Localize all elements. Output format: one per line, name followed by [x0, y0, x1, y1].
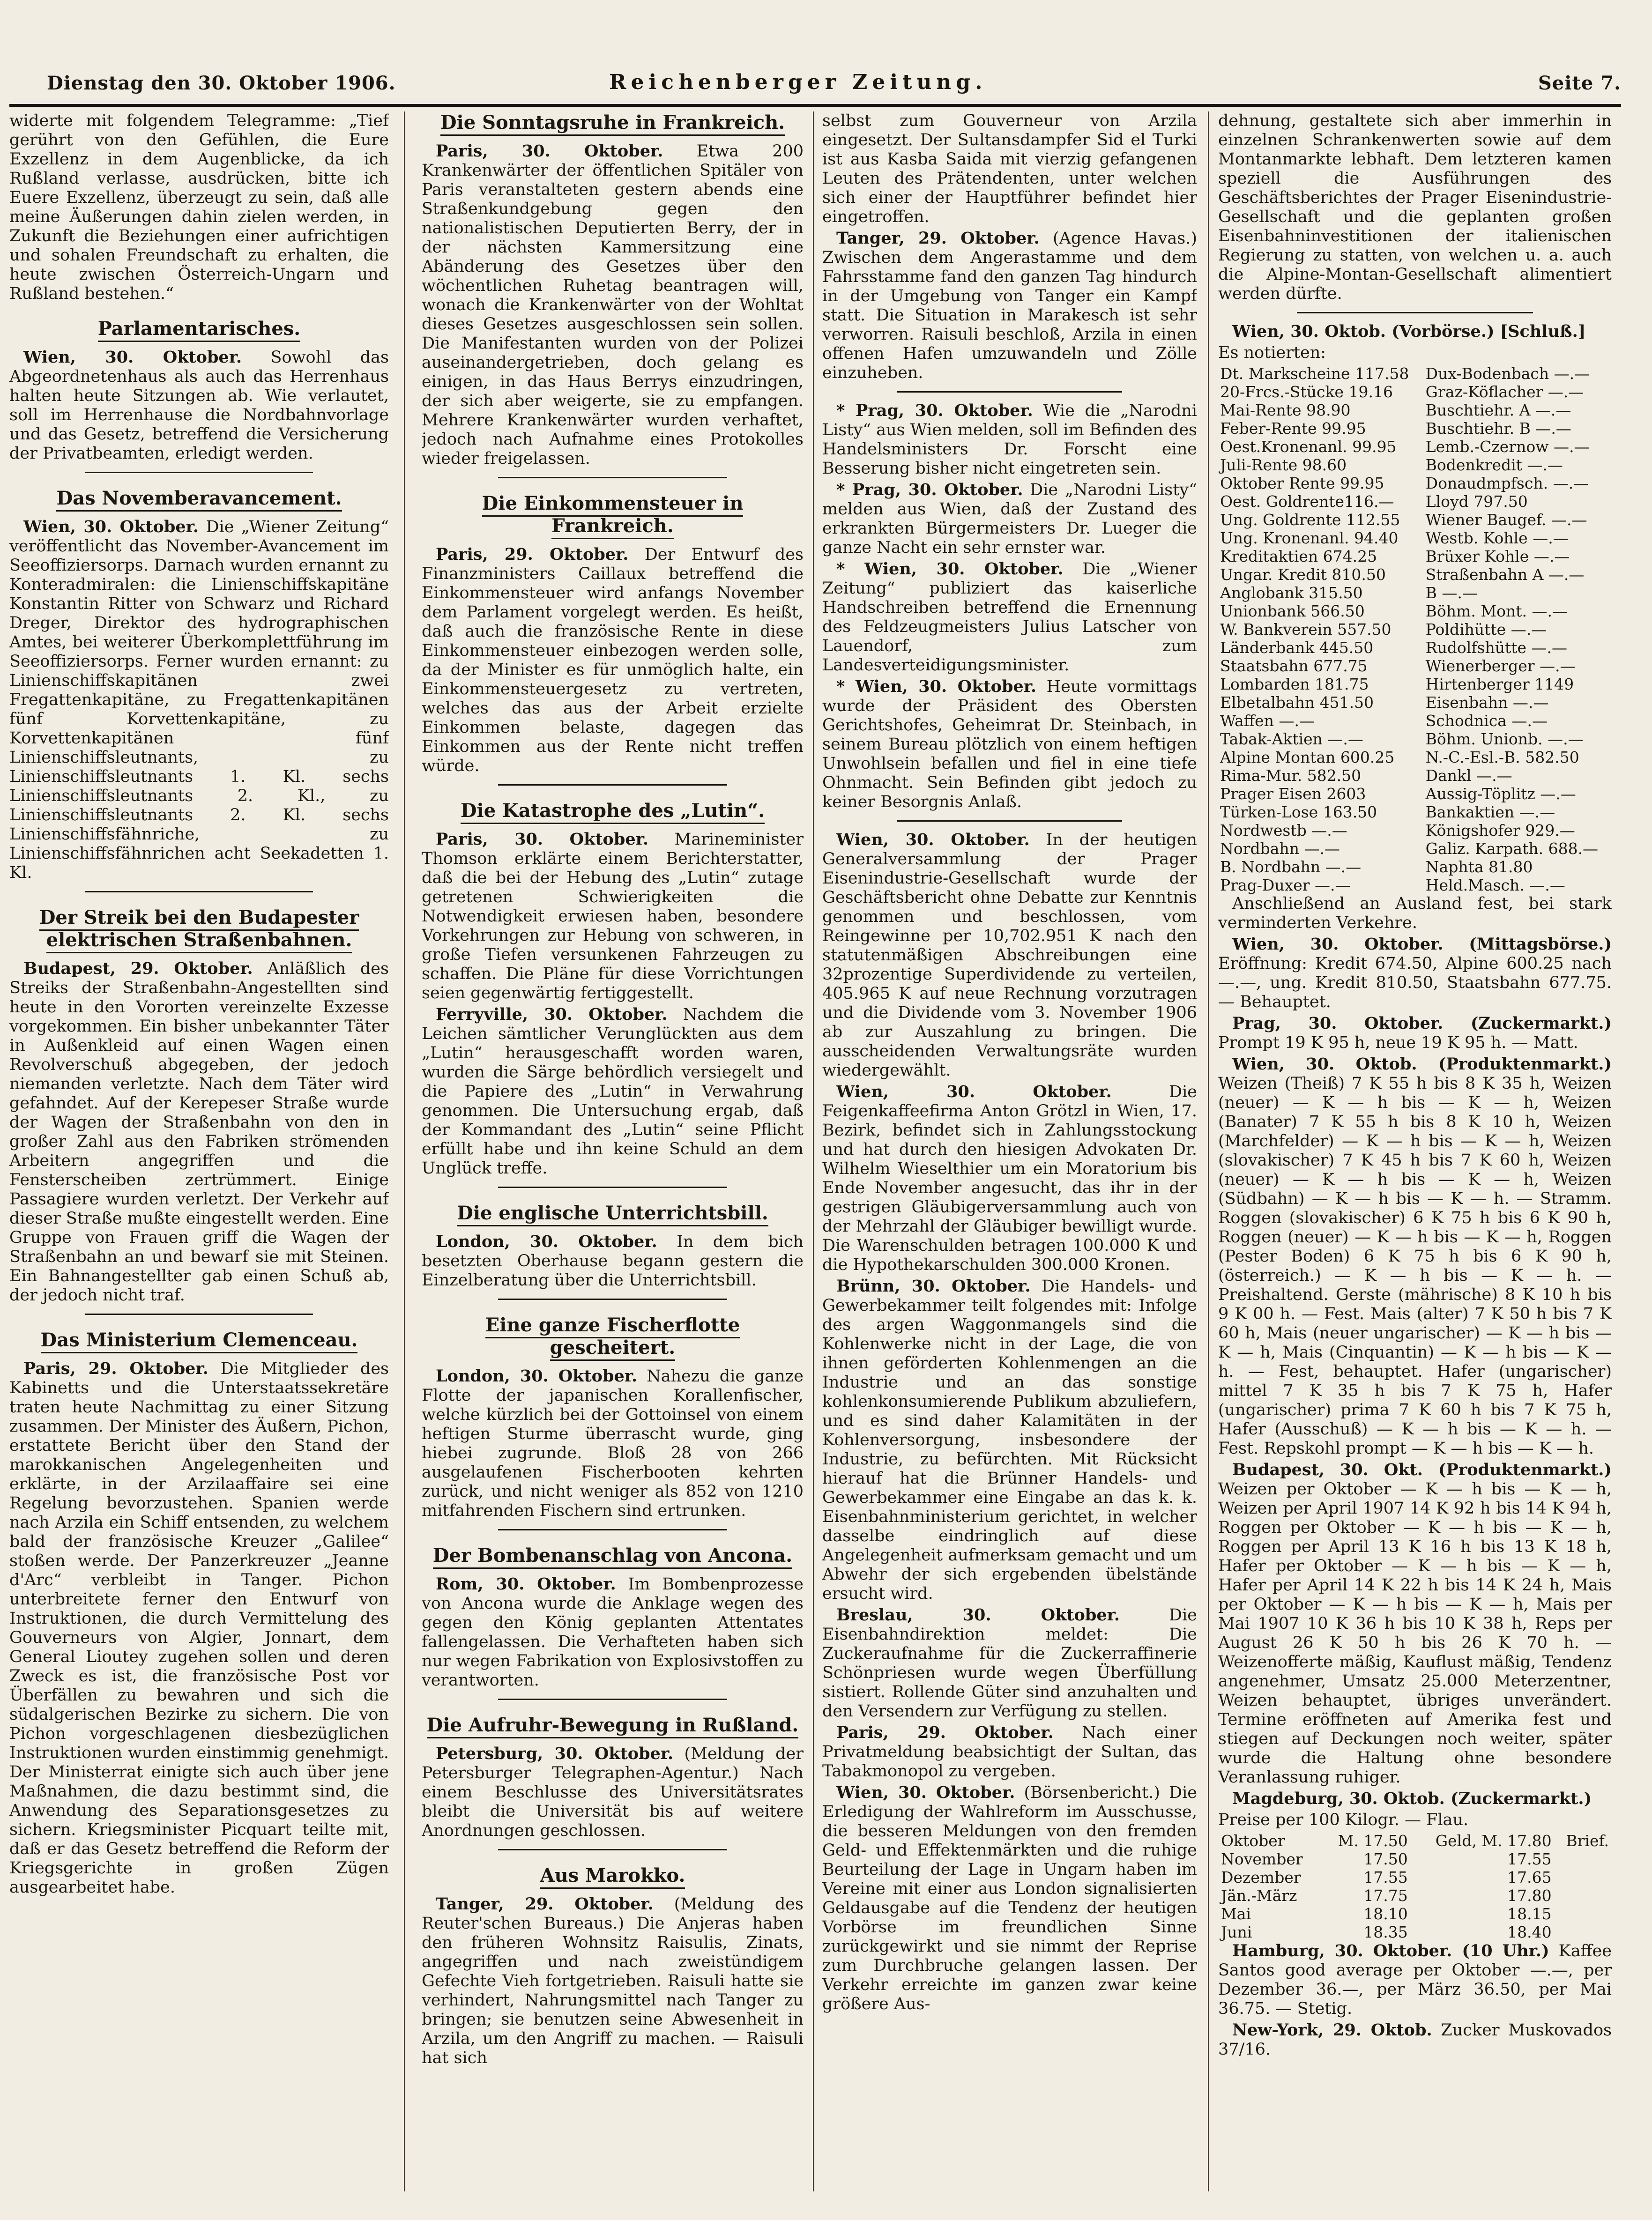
quote-row	[1218, 876, 1612, 894]
header-rule	[9, 104, 1621, 107]
column-2	[422, 111, 804, 2191]
quote-row	[1218, 456, 1612, 474]
header-paper-title: Reichenberger Zeitung.	[609, 70, 987, 94]
headline-aufruhr: Die Aufruhr-Bewegung in Rußland.	[422, 1714, 804, 1737]
separator	[498, 477, 727, 478]
quote-cell: Held.Masch. —.—	[1425, 876, 1565, 894]
quote-row	[1218, 602, 1612, 620]
quote-cell: Straßenbahn A —.—	[1425, 565, 1585, 584]
article-continuation: widerte mit folgendem Telegramme: „Tief gerührt von den Gefühlen, die Eure Exzellenz in dem Augenblicke, da ich Rußland verlasse, ausdrücken, bitte ich Euere Exzellenz, überzeugt zu sein, daß alle meine Äußerungen dahin zielen werden, in Zukunft die Beziehungen einer aufrichtigen und sohalen Freundschaft zu erhalten, die heute zwischen Österreich-Ungarn und Rußland bestehen.“	[9, 111, 389, 303]
quote-row	[1218, 748, 1612, 766]
quote-cell: Wiener Baugef. —.—	[1425, 511, 1587, 529]
column-3	[822, 111, 1197, 2191]
quote-cell: Buschtiehr. B —.—	[1425, 419, 1571, 438]
quote-row	[1218, 730, 1612, 748]
quote-cell: Länderbank 445.50	[1220, 639, 1374, 657]
economy-item: Wien, 30. Oktober. (Börsenbericht.) Die Erledigung der Wahlreform im Ausschusse, die besseren Meldungen von den fremden Geld- und Effektenmärkten und die ruhige Beurteilung der Lage in Ungarn haben im Vereine mit einer aus London signalisierten Geldausgabe auf die Tendenz der heutigen Vorbörse im freundlichen Sinne zurückgewirkt und sie nimmt der Reprise zum Durchbruche gelangen lassen. Der Verkehr erreichte im ganzen zwar keine größere Aus-	[822, 1783, 1197, 2013]
quote-row	[1218, 693, 1612, 712]
quote-cell: Waffen —.—	[1220, 712, 1315, 730]
quote-cell: Wienerberger —.—	[1425, 657, 1576, 675]
sugar-cell: 18.15	[1507, 1905, 1552, 1923]
quote-row	[1218, 529, 1612, 547]
quote-cell: Dux-Bodenbach —.—	[1425, 364, 1590, 383]
sugar-cell: Juni	[1221, 1923, 1252, 1941]
quote-row	[1218, 511, 1612, 529]
quote-cell: Galiz. Karpath. 688.—	[1425, 839, 1599, 858]
quote-cell: Hirtenberger 1149	[1425, 675, 1574, 693]
quote-row	[1218, 401, 1612, 419]
quote-row	[1218, 839, 1612, 858]
quote-row	[1218, 858, 1612, 876]
sugar-cell	[1555, 1923, 1612, 1941]
quote-row	[1218, 639, 1612, 657]
quote-cell: Nordbahn —.—	[1220, 839, 1340, 858]
quote-cell: Unionbank 566.50	[1220, 602, 1365, 620]
article-bombenanschlag: Rom, 30. Oktober. Im Bombenprozesse von Ancona wurde die Anklage wegen des gegen den König geplanten Attentates fallengelassen. Die Verhafteten haben sich nur wegen Fabrikation von Explosivstoffen zu verantworten.	[422, 1574, 804, 1690]
sugar-cell: 17.55	[1363, 1868, 1408, 1886]
headline-novemberavancement: Das Novemberavancement.	[9, 487, 389, 510]
headline-streik: Der Streik bei den Budapester elektrischen Straßenbahnen.	[9, 906, 389, 951]
sugar-row	[1218, 1832, 1612, 1850]
column-4	[1218, 111, 1612, 2191]
news-item: * Wien, 30. Oktober. Die „Wiener Zeitung“ publiziert das kaiserliche Handschreiben betreffend die Ernennung des Feldzeugmeisters Julius Latscher von Lauendorf, zum Landesverteidigungsminister.	[822, 559, 1197, 675]
economy-item: Breslau, 30. Oktober. Die Eisenbahndirektion meldet: Die Zuckeraufnahme für die Zuckerraffinerie Schönpriesen wurde wegen Überfüllung sistiert. Rollende Güter sind anzuhalten und den Versendern zur Verfügung zu stellen.	[822, 1605, 1197, 1721]
separator	[897, 820, 1122, 822]
separator	[1297, 312, 1533, 313]
economy-item: Paris, 29. Oktober. Nach einer Privatmeldung beabsichtigt der Sultan, das Tabakmonopol zu vergeben.	[822, 1723, 1197, 1781]
sugar-cell: 18.35	[1363, 1923, 1408, 1941]
article-fischerflotte: London, 30. Oktober. Nahezu die ganze Flotte der japanischen Korallenfischer, welche kürzlich bei der Gottoinsel von einem heftigen Sturme überrascht wurde, ging hiebei zugrunde. Bloß 28 von 266 ausgelaufenen Fischerbooten kehrten zurück, und nicht weniger als 852 von 1210 mitfahrenden Fischern sind ertrunken.	[422, 1366, 804, 1520]
news-item: * Prag, 30. Oktober. Wie die „Narodni Listy“ aus Wien melden, soll im Befinden des Handelsministers Dr. Forscht eine Besserung bisher nicht eingetreten sein.	[822, 401, 1197, 478]
quote-cell: Nordwestb —.—	[1220, 821, 1347, 839]
header-page-number: Seite 7.	[1538, 72, 1621, 94]
quote-cell: B. Nordbahn —.—	[1220, 858, 1362, 876]
quote-cell: Oktober Rente 99.95	[1220, 474, 1384, 492]
quote-cell: Naphta 81.80	[1425, 858, 1533, 876]
article-marokko: Tanger, 29. Oktober. (Meldung des Reuter'schen Bureaus.) Die Anjeras haben den früheren Wohnsitz Raisulis, Zinats, angegriffen und nach zweistündigem Gefechte Vieh fortgetrieben. Raisuli hatte sie verhindert, Nahrungsmittel nach Tanger zu bringen; sie benutzen seine Abwesenheit in Arzila, um den Angriff zu machen. — Raisuli hat sich	[422, 1894, 804, 2067]
sugar-cell: Geld, M. 17.80	[1435, 1832, 1552, 1850]
headline-lutin: Die Katastrophe des „Lutin“.	[422, 800, 804, 822]
quote-cell: Aussig-Töplitz —.—	[1425, 785, 1576, 803]
article-continuation: selbst zum Gouverneur von Arzila eingesetzt. Der Sultansdampfer Sid el Turki ist aus Kasba Saida mit vierzig gefangenen Leuten des Prätendenten, unter welchen sich einer der Hauptführer befindet hier eingetroffen.	[822, 111, 1197, 226]
quote-cell: Oest. Goldrente116.—	[1220, 492, 1394, 511]
quote-row	[1218, 821, 1612, 839]
quote-cell: W. Bankverein 557.50	[1220, 620, 1392, 639]
quote-row	[1218, 419, 1612, 438]
quote-cell: Westb. Kohle —.—	[1425, 529, 1569, 547]
quote-cell: Graz-Köflacher —.—	[1425, 383, 1584, 401]
quote-row	[1218, 803, 1612, 821]
market-report: New-York, 29. Oktob. Zucker Muskovados 37/16.	[1218, 2020, 1612, 2059]
sugar-cell: Oktober	[1221, 1832, 1285, 1850]
article-continuation: dehnung, gestaltete sich aber immerhin in einzelnen Schrankenwerten sowie auf dem Montanmarkte lebhaft. Dem letzteren kamen speziell die Ausführungen des Geschäftsberichtes der Prager Eisenindustrie-Gesellschaft und die geplanten großen Eisenbahninvestitionen der italienischen Regierung zu statten, von welchen u. a. auch die Alpine-Montan-Gesellschaft alimentiert werden dürfte.	[1218, 111, 1612, 303]
quote-row	[1218, 383, 1612, 401]
economy-item: Wien, 30. Oktober. In der heutigen Generalversammlung der Prager Eisenindustrie-Gesellschaft wurde der Geschäftsbericht ohne Debatte zur Kenntnis genommen und beschlossen, vom Reingewinne per 10,702.951 K nach den statutenmäßigen Abschreibungen eine 32prozentige Superdividende zu verteilen, 405.965 K auf neue Rechnung vorzutragen und die Dividende vom 3. November 1906 ab zur Auszahlung zu bringen. Die ausscheidenden Verwaltungsräte wurden wiedergewählt.	[822, 830, 1197, 1080]
separator	[498, 1299, 727, 1300]
quote-cell: Türken-Lose 163.50	[1220, 803, 1377, 821]
quote-cell: Ung. Kronenanl. 94.40	[1220, 529, 1399, 547]
sugar-row	[1218, 1868, 1612, 1886]
economy-item: Wien, 30. Oktober. Die Feigenkaffeefirma Anton Grötzl in Wien, 17. Bezirk, befindet sich in Zahlungsstockung und hat durch den hiesigen Advokaten Dr. Wilhelm Wieselthier um ein Moratorium bis Ende November angesucht, das ihr in der gestrigen Gläubigerversammlung auch von der Mehrzahl der Gläubiger bewilligt wurde. Die Warenschulden betragen 100.000 K und die Hypothekarschulden 300.000 Kronen.	[822, 1082, 1197, 1274]
quote-cell: Buschtiehr. A —.—	[1425, 401, 1571, 419]
sugar-cell	[1555, 1886, 1612, 1905]
quote-row	[1218, 565, 1612, 584]
sugar-row	[1218, 1850, 1612, 1868]
quote-row	[1218, 657, 1612, 675]
sugar-row	[1218, 1886, 1612, 1905]
column-divider-2	[813, 111, 814, 2191]
sugar-cell: November	[1221, 1850, 1303, 1868]
quote-row	[1218, 785, 1612, 803]
quote-cell: Feber-Rente 99.95	[1220, 419, 1366, 438]
headline-bombenanschlag: Der Bombenanschlag von Ancona.	[422, 1544, 804, 1567]
market-report-subheading: Preise per 100 Kilogr. — Flau.	[1218, 1811, 1469, 1829]
quote-row	[1218, 547, 1612, 565]
article-lutin-2: Ferryville, 30. Oktober. Nachdem die Leichen sämtlicher Verunglückten aus dem „Lutin“ herausgeschafft worden waren, wurden die Särge behördlich versiegelt und die Papiere des „Lutin“ in Verwahrung genommen. Die Untersuchung ergab, daß der Kommandant des „Lutin“ seine Pflicht erfüllt habe und ihn keine Schuld an dem Unglück treffe.	[422, 1005, 804, 1178]
headline-clemenceau: Das Ministerium Clemenceau.	[9, 1329, 389, 1351]
quote-cell: 20-Frcs.-Stücke 19.16	[1220, 383, 1393, 401]
sugar-cell	[1555, 1868, 1612, 1886]
news-item: * Wien, 30. Oktober. Heute vormittags wurde der Präsident des Obersten Gerichtshofes, Geheimrat Dr. Steinbach, in seinem Bureau plötzlich von einem heftigen Unwohlsein befallen und fiel in eine tiefe Ohnmacht. Sein Befinden gibt jedoch zu keiner Besorgnis Anlaß.	[822, 677, 1197, 811]
headline-unterrichtsbill: Die englische Unterrichtsbill.	[422, 1202, 804, 1225]
article-unterrichtsbill: London, 30. Oktober. In dem bich besetzten Oberhause begann gestern die Einzelberatung über die Unterrichtsbill.	[422, 1232, 804, 1290]
sugar-cell: M. 17.50	[1338, 1832, 1408, 1850]
separator	[498, 784, 727, 786]
column-divider-1	[404, 111, 405, 2191]
article-aufruhr: Petersburg, 30. Oktober. (Meldung der Petersburger Telegraphen-Agentur.) Nach einem Beschlusse des Universitätsrates bleibt die Universität bis auf weitere Anordnungen geschlossen.	[422, 1744, 804, 1840]
quote-cell: Böhm. Unionb. —.—	[1425, 730, 1584, 748]
headline-sonntagsruhe: Die Sonntagsruhe in Frankreich.	[422, 111, 804, 134]
sugar-cell: 17.50	[1363, 1850, 1408, 1868]
headline-fischerflotte: Eine ganze Fischerflotte gescheitert.	[422, 1314, 804, 1359]
quote-row	[1218, 438, 1612, 456]
boerse-summary: Anschließend an Ausland fest, bei stark verminderten Verkehre.	[1218, 894, 1612, 932]
quote-row	[1218, 712, 1612, 730]
headline-einkommensteuer: Die Einkommensteuer in Frankreich.	[422, 492, 804, 537]
quote-cell: N.-C.-Esl.-B. 582.50	[1425, 748, 1579, 766]
quote-cell: Alpine Montan 600.25	[1220, 748, 1395, 766]
separator	[498, 1849, 727, 1850]
sugar-cell: Brief.	[1566, 1832, 1609, 1850]
quote-cell: Donaudmpfsch. —.—	[1425, 474, 1589, 492]
separator	[498, 1529, 727, 1530]
article-novemberavancement: Wien, 30. Oktober. Die „Wiener Zeitung“ veröffentlicht das November-Avancement im Seeoffiziersorps. Darnach wurden ernannt zu Konteradmiralen: die Linienschiffskapitäne Konstantin Ritter von Schwarz und Richard Dreger, Direktor des hydrographischen Amtes, bei weiterer Überkomplettführung im Seeoffiziersorps. Ferner wurden ernannt: zu Linienschiffskapitänen zwei Fregattenkapitäne, zu Fregattenkapitänen fünf Korvettenkapitäne, zu Korvettenkapitänen fünf Linienschiffsleutnants, zu Linienschiffsleutnants 1. Kl. sechs Linienschiffsleutnants 2. Kl., zu Linienschiffsleutnants 2. Kl. sechs Linienschiffsfähnriche, zu Linienschiffsfähnrichen acht Seekadetten 1. Kl.	[9, 517, 389, 882]
article-tanger: Tanger, 29. Oktober. (Agence Havas.) Zwischen dem Angerastamme und dem Fahrsstamme fand den ganzen Tag hindurch in der Umgebung von Tanger ein Kampf statt. Die Situation in Marakesch ist sehr verworren. Raisuli beschloß, Arzila in einen offenen Hafen umzuwandeln und Zölle einzuheben.	[822, 229, 1197, 382]
quote-cell: Prager Eisen 2603	[1220, 785, 1366, 803]
quote-cell: Anglobank 315.50	[1220, 584, 1363, 602]
market-report: Budapest, 30. Okt. (Produktenmarkt.) Weizen per Oktober — K — h bis — K — h, Weizen per April 1907 14 K 92 h bis 14 K 94 h, Roggen per Oktober — K — h bis — K — h, Roggen per April 13 K 16 h bis 13 K 18 h, Hafer per Oktober — K — h bis — K — h, Hafer per April 14 K 22 h bis 14 K 24 h, Mais per Oktober — K — h bis — K — h, Mais per Mai 1907 10 K 36 h bis 10 K 38 h, Reps per August 26 K 50 h bis 26 K 70 h. — Weizenofferte mäßig, Kauflust mäßig, Tendenz angenehmer, Umsatz 25.000 Meterzentner, Weizen behauptet, übriges unverändert. Termine eröffneten auf Amerika fest und stiegen auf Deckungen noch weiter, später wurde die Haltung ohne besondere Veranlassung ruhiger.	[1218, 1460, 1612, 1787]
header-date: Dienstag den 30. Oktober 1906.	[47, 72, 396, 94]
article-sonntagsruhe: Paris, 30. Oktober. Etwa 200 Krankenwärter der öffentlichen Spitäler von Paris veranstalteten gestern abends eine Straßenkundgebung gegen den nationalistischen Deputierten Berry, der in der nächsten Kammersitzung eine Abänderung des Gesetzes über den wöchentlichen Ruhetag beantragen will, wonach die Krankenwärter von der Wohltat dieses Gesetzes ausgeschlossen sein sollen. Die Manifestanten wurden von der Polizei auseinandergetrieben, doch gelang es einigen, in das Haus Berrys einzudringen, der sich aber weigerte, sie zu empfangen. Mehrere Krankenwärter wurden verhaftet, jedoch nach Aufnahme eines Protokolles wieder freigelassen.	[422, 141, 804, 468]
quote-cell: Bankaktien —.—	[1425, 803, 1555, 821]
quote-cell: Ungar. Kredit 810.50	[1220, 565, 1386, 584]
quote-cell: Dt. Markscheine 117.58	[1220, 364, 1409, 383]
market-report: Magdeburg, 30. Oktob. (Zuckermarkt.)	[1232, 1789, 1592, 1808]
news-item: * Prag, 30. Oktober. Die „Narodni Listy“ melden aus Wien, daß der Zustand des erkrankten Bürgermeisters Dr. Lueger die ganze Nacht ein sehr ernster war.	[822, 480, 1197, 557]
sugar-cell: 17.80	[1507, 1886, 1552, 1905]
article-parlamentarisches: Wien, 30. Oktober. Sowohl das Abgeordnetenhaus als auch das Herrenhaus halten heute Sitzungen ab. Wie verlautet, soll im Herrenhause die Nordbahnvorlage und das Gesetz, betreffend die Versicherung der Privatbeamten, erledigt werden.	[9, 348, 389, 463]
quote-cell: Elbetalbahn 451.50	[1220, 693, 1374, 712]
page-header	[9, 70, 1621, 98]
sugar-row	[1218, 1905, 1612, 1923]
quote-cell: Mai-Rente 98.90	[1220, 401, 1351, 419]
headline-parlamentarisches: Parlamentarisches.	[9, 318, 389, 340]
sugar-cell: 18.40	[1507, 1923, 1552, 1941]
quote-cell: Staatsbahn 677.75	[1220, 657, 1368, 675]
separator	[498, 1699, 727, 1700]
quote-cell: Kreditaktien 674.25	[1220, 547, 1377, 565]
market-report: Hamburg, 30. Oktober. (10 Uhr.) Kaffee Santos good average per Oktober —.—, per Dezember 36.—, per März 36.50, per Mai 36.75. — Stetig.	[1218, 1941, 1612, 2018]
quote-cell: Böhm. Mont. —.—	[1425, 602, 1568, 620]
sugar-cell: 17.55	[1507, 1850, 1552, 1868]
article-streik: Budapest, 29. Oktober. Anläßlich des Streiks der Straßenbahn-Angestellten sind heute in den Vororten vereinzelte Exzesse vorgekommen. Ein bisher unbekannter Täter in Außenkleid auf einen Wagen einen Revolverschuß abgegeben, der jedoch niemanden verletzte. Nach dem Täter wird gefahndet. Auf der Kerepeser Straße wurde der Wagen der Straßenbahn von den in großer Zahl aus den Fabriken strömenden Arbeitern angegriffen und die Fensterscheiben zertrümmert. Einige Passagiere wurden verletzt. Der Verkehr auf dieser Straße mußte eingestellt werden. Eine Gruppe von Frauen griff die Wagen der Straßenbahn an und bewarf sie mit Steinen. Ein Bahnangestellter gab einen Schuß ab, der jedoch nicht traf.	[9, 959, 389, 1305]
boerse-heading: Wien, 30. Oktob. (Vorbörse.) [Schluß.]	[1232, 322, 1586, 341]
sugar-cell	[1555, 1905, 1612, 1923]
sugar-price-table	[1218, 1832, 1612, 1941]
quote-cell: Lloyd 797.50	[1425, 492, 1528, 511]
quote-cell: Poldihütte —.—	[1425, 620, 1547, 639]
quote-row	[1218, 675, 1612, 693]
quote-row	[1218, 492, 1612, 511]
quote-cell: Brüxer Kohle —.—	[1425, 547, 1570, 565]
quote-cell: Ung. Goldrente 112.55	[1220, 511, 1400, 529]
sugar-cell: 17.75	[1363, 1886, 1408, 1905]
quote-row	[1218, 766, 1612, 785]
market-report: Wien, 30. Oktober. (Mittagsbörse.) Eröffnung: Kredit 674.50, Alpine 600.25 nach —.—, ung. Kredit 810.50, Staatsbahn 677.75. — Behauptet.	[1218, 935, 1612, 1011]
article-clemenceau: Paris, 29. Oktober. Die Mitglieder des Kabinetts und die Unterstaatssekretäre traten heute Nachmittag zu einer Sitzung zusammen. Der Minister des Äußern, Pichon, erstattete Bericht über den Stand der marokkanischen Angelegenheiten und erklärte, in der Arzilaaffaire sei eine Regelung bevorzustehen. Spanien werde nach Arzila ein Schiff entsenden, zu welchem bald der französische Kreuzer „Galilee“ stoßen werde. Der Panzerkreuzer „Jeanne d'Arc“ verbleibt in Tanger. Pichon unterbreitete ferner den Entwurf von Instruktionen, die durch Vermittelung des Gouverneurs von Algier, Jonnart, dem General Lioutey zugehen sollen und deren Zweck es ist, die französische Post vor Überfällen zu bewahren und sich die südalgerischen Bezirke zu sichern. Die von Pichon vorgeschlagenen diesbezüglichen Instruktionen wurden einstimmig genehmigt. Der Ministerrat einigte sich auch über jene Maßnahmen, die dazu bestimmt sind, die Anwendung des Separationsgesetzes zu sichern. Kriegsminister Picquart teilte mit, daß er das Gesetz betreffend die Reform der Kriegsgerichte in großen Zügen ausgearbeitet habe.	[9, 1359, 389, 1897]
sugar-row	[1218, 1923, 1612, 1941]
quote-cell: Prag-Duxer —.—	[1220, 876, 1351, 894]
sugar-cell: Mai	[1221, 1905, 1251, 1923]
quote-cell: Tabak-Aktien —.—	[1220, 730, 1363, 748]
boerse-subheading: Es notierten:	[1218, 343, 1326, 362]
quote-cell: Rima-Mur. 582.50	[1220, 766, 1362, 785]
sugar-cell: 18.10	[1363, 1905, 1408, 1923]
separator	[85, 891, 313, 892]
article-lutin: Paris, 30. Oktober. Marineminister Thomson erklärte einem Berichterstatter, daß die bei der Hebung des „Lutin“ zutage getretenen Schwierigkeiten die Notwendigkeit erwiesen haben, besondere Vorkehrungen zur Hebung von schweren, in große Tiefen versunkenen Fahrzeugen zu schaffen. Die Pläne für diese Vorrichtungen seien gegenwärtig fertiggestellt.	[422, 830, 804, 1002]
separator	[897, 391, 1122, 393]
quote-row	[1218, 474, 1612, 492]
quote-cell: B —.—	[1425, 584, 1478, 602]
column-1	[9, 111, 389, 2191]
quote-row	[1218, 584, 1612, 602]
quote-cell: Oest.Kronenanl. 99.95	[1220, 438, 1397, 456]
stock-quote-table	[1218, 364, 1612, 894]
column-divider-3	[1208, 111, 1209, 2191]
quote-cell: Königshofer 929.—	[1425, 821, 1575, 839]
quote-cell: Eisenbahn —.—	[1425, 693, 1549, 712]
quote-cell: Dankl —.—	[1425, 766, 1512, 785]
quote-row	[1218, 620, 1612, 639]
market-report: Wien, 30. Oktob. (Produktenmarkt.) Weizen (Theiß) 7 K 55 h bis 8 K 35 h, Weizen (neuer) — K — h bis — K — h, Weizen (Banater) 7 K 55 h bis 8 K 10 h, Weizen (Marchfelder) — K — h bis — K — h, Weizen (slovakischer) 7 K 45 h bis 7 K 60 h, Weizen (neuer) — K — h bis — K — h, Weizen (Südbahn) — K — h bis — K — h. — Stramm. Roggen (slovakischer) 6 K 75 h bis 6 K 90 h, Roggen (neuer) — K — h bis — K — h, Roggen (Pester Boden) 6 K 75 h bis 6 K 90 h, (österreich.) — K — h bis — K — h. — Preishaltend. Gerste (mährische) 8 K 10 h bis 9 K 00 h. — Fest. Mais (alter) 7 K 50 h bis 7 K 60 h, Mais (neuer ungarischer) — K — h bis — K — h, Mais (Cinquantin) — K — h bis — K — h. — Fest, behauptet. Hafer (ungarischer) mittel 7 K 35 h bis 7 K 75 h, Hafer (ungarischer) prima 7 K 60 h bis 7 K 75 h, Hafer (Ausschuß) — K — h bis — K — h. — Fest. Repskohl prompt — K — h bis — K — h.	[1218, 1054, 1612, 1458]
market-report: Prag, 30. Oktober. (Zuckermarkt.) Prompt 19 K 95 h, neue 19 K 95 h. — Matt.	[1218, 1014, 1612, 1052]
quote-row	[1218, 364, 1612, 383]
quote-cell: Lombarden 181.75	[1220, 675, 1369, 693]
sugar-cell: Jän.-März	[1221, 1886, 1297, 1905]
sugar-cell: Dezember	[1221, 1868, 1301, 1886]
separator	[498, 1187, 727, 1188]
quote-cell: Rudolfshütte —.—	[1425, 639, 1568, 657]
separator	[85, 1314, 313, 1315]
economy-item: Brünn, 30. Oktober. Die Handels- und Gewerbekammer teilt folgendes mit: Infolge des argen Waggonmangels sind die Kohlenwerke nicht in der Lage, die von ihnen geförderten Kohlenmengen an die Industrie und an das sonstige kohlenkonsumierende Publikum abzuliefern, und es sind daher Kalamitäten in der Kohlenversorgung, insbesondere der Industrie, zu befürchten. Mit Rücksicht hierauf hat die Brünner Handels- und Gewerbekammer eine Eingabe an das k. k. Eisenbahnministerium gerichtet, in welcher dasselbe eindringlich auf diese Angelegenheit aufmerksam gemacht und um Abwehr der sich ergebenden übelstände ersucht wird.	[822, 1277, 1197, 1603]
quote-cell: Schodnica —.—	[1425, 712, 1548, 730]
separator	[85, 472, 313, 473]
quote-cell: Juli-Rente 98.60	[1220, 456, 1347, 474]
sugar-cell	[1555, 1850, 1612, 1868]
headline-marokko: Aus Marokko.	[422, 1864, 804, 1887]
sugar-cell: 17.65	[1507, 1868, 1552, 1886]
article-einkommensteuer: Paris, 29. Oktober. Der Entwurf des Finanzministers Caillaux betreffend die Einkommensteuer wird anfangs November dem Parlament vorgelegt werden. Es heißt, daß auch die französische Rente in diese Einkommensteuer einbezogen werden solle, da der Minister es für unmöglich halte, ein Einkommensteuergesetz zu vertreten, welches das aus der Arbeit erzielte Einkommen belaste, dagegen das Einkommen aus der Rente nicht treffen würde.	[422, 545, 804, 775]
quote-cell: Lemb.-Czernow —.—	[1425, 438, 1590, 456]
quote-cell: Bodenkredit —.—	[1425, 456, 1563, 474]
